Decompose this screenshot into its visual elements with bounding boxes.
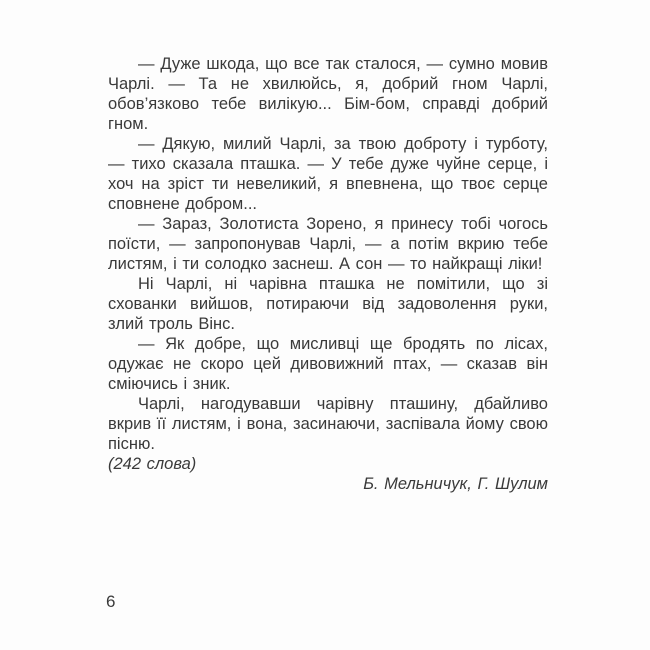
paragraph: — Дуже шкода, що все так сталося, — сумно мовив Чарлі. — Та не хвилюйсь, я, добрий гном Чарлі, обов’язково тебе вилікую... Бім-бом, справді добрий гном. [108,55,548,133]
author-attribution: Б. Мельничук, Г. Шулим [363,475,548,493]
paragraph: — Як добре, що мисливці ще бродять по лісах, одужає не скоро цей дивовижний птах, — сказав він сміючись і зник. [108,335,548,393]
page-number: 6 [106,592,116,611]
paragraph: — Дякую, милий Чарлі, за твою доброту і турботу, — тихо сказала пташка. — У тебе дуже чуйне серце, і хоч на зріст ти невеликий, я впевнена, що твоє серце сповнене добром... [108,135,548,213]
paragraph: — Зараз, Золотиста Зорено, я принесу тобі чогось поїсти, — запропонував Чарлі, — а потім вкрию тебе листям, і ти солодко заснеш. А сон — то найкращі ліки! [108,215,548,273]
story-text [108,54,548,494]
word-count-note: (242 слова) [108,455,197,473]
paragraph: Ні Чарлі, ні чарівна пташка не помітили, що зі схованки вийшов, потираючи від задоволення руки, злий троль Вінс. [108,275,548,333]
paragraph: Чарлі, нагодувавши чарівну пташину, дбайливо вкрив її листям, і вона, засинаючи, заспівала йому свою пісню. [108,395,548,453]
